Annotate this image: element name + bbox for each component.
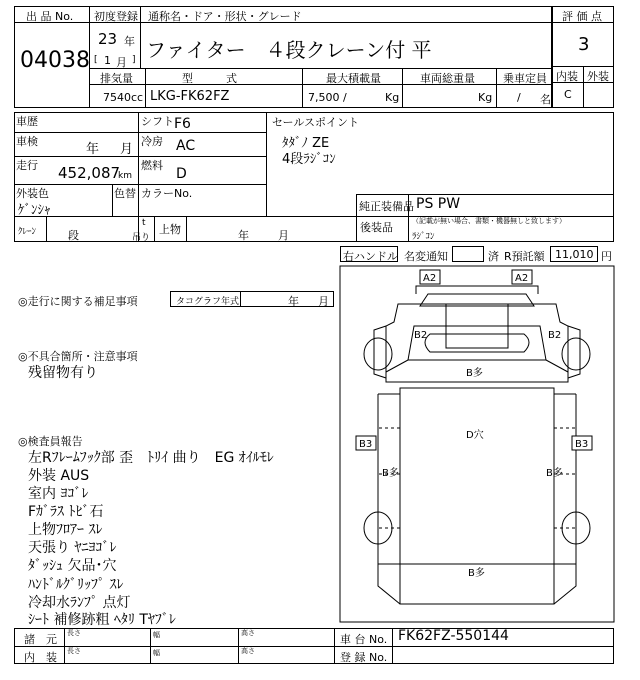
gross-weight-label: 車両総重量 xyxy=(420,72,475,85)
vehicle-name: ファイター ４段クレーン付 平 xyxy=(146,38,432,62)
footer-row-line xyxy=(14,646,614,647)
lot-label: 出 品 No. xyxy=(26,10,74,23)
name-change-box xyxy=(452,246,484,262)
mark-b3-right: B3 xyxy=(575,439,589,450)
details-row-3 xyxy=(14,184,266,185)
capacity-label: 乗車定員 xyxy=(503,72,547,85)
shift-value: F6 xyxy=(174,116,191,132)
ac-label: 冷房 xyxy=(141,135,163,148)
mileage-unit: km xyxy=(118,171,132,181)
crane-stage-unit: 段 xyxy=(68,229,79,242)
inspector-label: ◎検査員報告 xyxy=(18,435,83,448)
aftermarket-note: （記載が無い場合、書類・機器無しと致します） xyxy=(412,217,566,225)
deposit-value: 11,010 xyxy=(555,248,594,261)
mark-b2-right: B2 xyxy=(548,330,562,341)
sales-point-1: ﾀﾀﾞﾉ ZE xyxy=(282,136,330,151)
footer-width-label-2: 幅 xyxy=(153,649,160,657)
inspector-line-10: ｼｰﾄ 補修跡粗 ﾍﾀﾘ Tﾔﾌﾞﾚ xyxy=(28,612,176,628)
crane-divider-2 xyxy=(154,216,155,242)
details-equipment-line xyxy=(356,194,614,195)
equipment-label: 純正装備品 xyxy=(359,200,414,213)
driving-notes-label: ◎走行に関する補足事項 xyxy=(18,295,138,308)
aftermarket-label: 後装品 xyxy=(360,221,393,234)
ext-color-value: ｹﾞﾝｼｬ xyxy=(18,203,51,218)
mark-b-many-top: B多 xyxy=(466,368,483,379)
upper-month-unit: 月 xyxy=(278,229,289,242)
displacement-unit: cc xyxy=(131,91,144,104)
fuel-label: 燃料 xyxy=(141,159,163,172)
sales-point-2: 4段ﾗｼﾞｺﾝ xyxy=(282,152,336,167)
fuel-value: D xyxy=(176,166,187,182)
mark-b-many-left: B多 xyxy=(382,468,399,479)
displacement-label: 排気量 xyxy=(100,72,133,85)
reg-no-label: 登 録 No. xyxy=(340,651,388,664)
reg-year-unit: 年 xyxy=(124,35,135,48)
steering-label: 右ハンドル xyxy=(343,250,398,263)
specs-divider-1 xyxy=(145,68,146,108)
tacho-month-unit: 月 xyxy=(318,295,329,308)
lot-number: 04038 xyxy=(20,48,90,73)
color-change-label: 色替 xyxy=(114,187,136,200)
crane-divider-1 xyxy=(46,216,47,242)
specs-divider-3 xyxy=(402,68,403,108)
r-plan-label: R預託額 xyxy=(504,250,545,263)
name-label: 通称名・ドア・形状・グレード xyxy=(148,10,302,23)
mark-b3-left: B3 xyxy=(359,439,373,450)
ac-value: AC xyxy=(176,138,196,154)
footer-divider-4 xyxy=(334,628,335,664)
reg-month-bracket-close: ] xyxy=(132,55,136,65)
details-row-1 xyxy=(14,132,266,133)
inspection-month-unit: 月 xyxy=(120,142,134,157)
reg-year: 23 xyxy=(98,30,118,48)
footer-divider-2 xyxy=(150,628,151,664)
footer-height-label-1: 高さ xyxy=(241,629,255,637)
mark-a2-left: A2 xyxy=(423,273,437,284)
capacity-unit: 名 xyxy=(540,93,551,106)
details-col-2 xyxy=(266,112,267,216)
reg-month: 1 xyxy=(104,54,111,67)
tacho-year-unit: 年 xyxy=(288,295,299,308)
mark-b-many-bottom: B多 xyxy=(468,568,485,579)
inspector-line-3: 室内 ﾖｺﾞﾚ xyxy=(28,486,89,502)
aftermarket-value: ﾗｼﾞｺﾝ xyxy=(412,232,435,242)
yen-unit: 円 xyxy=(601,250,612,263)
interior-grade: C xyxy=(564,88,572,101)
score-value: 3 xyxy=(578,34,590,55)
score-divider xyxy=(583,66,584,108)
defects-value: 残留物有り xyxy=(28,365,98,381)
name-change-label: 名変通知 xyxy=(404,250,448,263)
exterior-grade-label: 外装 xyxy=(587,70,609,83)
inspector-line-6: 天張り ﾔﾆﾖｺﾞﾚ xyxy=(28,540,117,556)
footer-divider-3 xyxy=(238,628,239,664)
gross-weight-unit: Kg xyxy=(478,91,493,104)
crane-divider-3 xyxy=(186,216,187,242)
score-label: 評 価 点 xyxy=(562,10,602,23)
mileage-label: 走行 xyxy=(16,159,38,172)
shift-label: シフト xyxy=(141,115,174,128)
model-value: LKG-FK62FZ xyxy=(150,89,230,104)
chassis-value: FK62FZ-550144 xyxy=(398,628,509,644)
header-row-line-3 xyxy=(89,84,552,85)
model-label: 型 式 xyxy=(182,72,237,85)
inspector-line-7: ﾀﾞｯｼｭ 欠品･穴 xyxy=(28,558,117,574)
footer-divider-1 xyxy=(64,628,65,664)
specs-divider-2 xyxy=(302,68,303,108)
max-load-label: 最大積載量 xyxy=(326,72,381,85)
footer-length-label-2: 長さ xyxy=(67,647,81,655)
inspector-line-8: ﾊﾝﾄﾞﾙｸﾞﾘｯﾌﾟ ｽﾚ xyxy=(28,577,124,593)
header-row-line-2 xyxy=(89,68,552,69)
max-load-unit: Kg xyxy=(385,91,400,104)
truck-diagram xyxy=(338,264,616,624)
upper-year-unit: 年 xyxy=(238,229,249,242)
mark-b2-left: B2 xyxy=(414,330,428,341)
ext-color-label: 外装色 xyxy=(16,187,49,200)
specs-divider-4 xyxy=(496,68,497,108)
footer-divider-5 xyxy=(392,628,393,664)
reg-month-unit: 月 xyxy=(116,56,127,69)
inspection-label: 車検 xyxy=(16,135,38,148)
inspection-year-unit: 年 xyxy=(86,142,100,157)
color-divider xyxy=(112,184,113,216)
footer-length-label-1: 長さ xyxy=(67,629,81,637)
inspector-line-4: Fｶﾞﾗｽ ﾄﾋﾞ石 xyxy=(28,504,104,520)
max-load-slash: / xyxy=(343,91,347,104)
inspector-line-5: 上物ﾌﾛｱｰ ｽﾚ xyxy=(28,522,103,538)
crane-lift-label: 吊り xyxy=(132,233,151,243)
upper-label: 上物 xyxy=(159,223,181,236)
equipment-value: PS PW xyxy=(416,196,461,212)
tacho-label: タコグラフ年式 xyxy=(176,297,240,307)
footer-width-label-1: 幅 xyxy=(153,631,160,639)
footer-interior-label: 内 装 xyxy=(24,651,57,664)
details-row-2 xyxy=(14,156,266,157)
header-divider-date xyxy=(140,6,141,68)
footer-height-label-2: 高さ xyxy=(241,647,255,655)
max-load-value: 7,500 xyxy=(308,91,340,104)
crane-ton-unit: t xyxy=(142,218,146,228)
footer-specs-label: 諸 元 xyxy=(24,633,57,646)
color-no-label: カラーNo. xyxy=(141,187,193,200)
crane-label: ｸﾚｰﾝ xyxy=(18,227,37,237)
displacement-value: 7540 xyxy=(103,91,131,104)
repair-label: 済 xyxy=(488,250,499,263)
first-reg-label: 初度登録 xyxy=(94,10,138,23)
reg-month-bracket-open: [ xyxy=(94,55,98,65)
defects-label: ◎不具合箇所・注意事項 xyxy=(18,350,138,363)
mark-a2-right: A2 xyxy=(515,273,529,284)
mileage-value: 452,087 xyxy=(58,164,121,182)
capacity-slash: / xyxy=(517,91,521,104)
tacho-divider xyxy=(240,291,241,307)
sales-point-label: セールスポイント xyxy=(272,116,360,129)
inspector-line-2: 外装 AUS xyxy=(28,468,90,484)
equipment-label-divider xyxy=(356,194,357,242)
mark-d-hole: D穴 xyxy=(466,430,484,441)
interior-grade-label: 内装 xyxy=(556,70,578,83)
mark-b-many-right: B多 xyxy=(546,468,563,479)
inspector-line-9: 冷却水ﾗﾝﾌﾟ 点灯 xyxy=(28,595,131,611)
chassis-label: 車 台 No. xyxy=(340,633,388,646)
inspector-line-1: 左Rﾌﾚｰﾑﾌｯｸ部 歪 ﾄﾘｲ 曲り EG ｵｲﾙﾓﾚ xyxy=(28,450,274,466)
history-label: 車歴 xyxy=(16,115,38,128)
